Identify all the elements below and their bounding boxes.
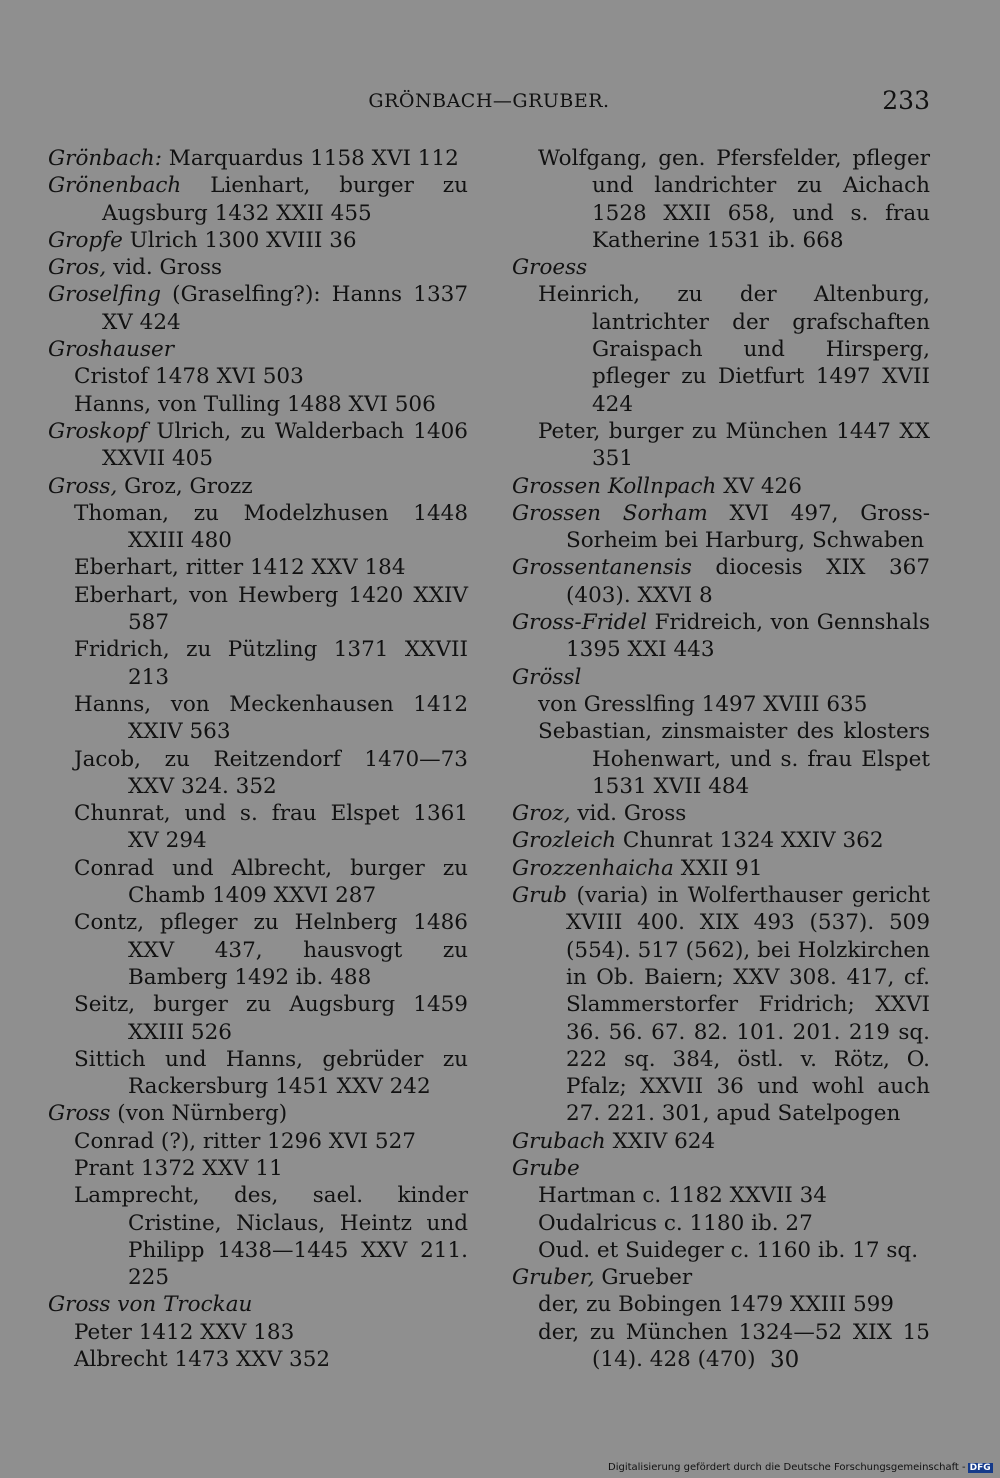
entry-keyword: Gropfe [48,227,123,253]
index-entry [48,991,468,1046]
index-entry [48,227,468,254]
index-entry [48,363,468,390]
entry-keyword: Groselfing [48,282,161,308]
index-entry [48,281,468,336]
entry-text: XV 426 [716,473,802,499]
entry-keyword: Grossentanensis [512,555,692,581]
index-entry [512,554,930,609]
index-entry [512,1319,930,1374]
index-entry [512,1237,930,1264]
index-entry [48,1291,468,1318]
index-entry [512,1264,930,1291]
index-entry [512,1210,930,1237]
entry-text: Sebastian, zinsmaister des klosters Hohenwart, und s. frau Elspet 1531 XVII 484 [538,719,930,799]
entry-keyword: Gros, [48,255,107,281]
index-entry [48,172,468,227]
index-entry [48,336,468,363]
entry-text: Oud. et Suideger c. 1160 ib. 17 sq. [538,1237,919,1263]
index-entry [48,554,468,581]
entry-text: (varia) in Wolferthauser gericht XVIII 400. XIX 493 (537). 509 (554). 517 (562), bei Holzkirchen in Ob. Baiern; XXV 308. 417, cf. Slammerstorfer Fridrich; XXVI 36. 56. 67. 82. 101. 201. 219 sq. 222 sq. 384, östl. v. Rötz, O. Pfalz; XXVII 36 und wohl auch 27. 221. 301, apud Satelpogen [566,883,930,1127]
entry-text: Groz, Grozz [117,473,253,499]
entry-text: Hartman c. 1182 XXVII 34 [538,1183,827,1209]
entry-text: von Gresslfing 1497 XVIII 635 [538,691,868,717]
entry-text: Peter 1412 XXV 183 [74,1319,295,1345]
index-entry [48,1046,468,1101]
entry-text: Marquardus 1158 XVI 112 [161,146,459,171]
entry-text: XXIV 624 [605,1128,716,1154]
index-entry [48,1346,468,1373]
index-entry [48,254,468,281]
running-head: GRÖNBACH—GRUBER. [368,90,610,112]
entry-keyword: Grube [512,1155,580,1181]
index-entry [48,145,468,172]
entry-text: Jacob, zu Reitzendorf 1470—73 XXV 324. 352 [74,746,468,799]
entry-keyword: Groshauser [48,337,174,363]
entry-keyword: Gross-Fridel [512,610,648,636]
index-entry [512,1128,930,1155]
entry-text: der, zu Bobingen 1479 XXIII 599 [538,1292,894,1318]
index-entry [48,746,468,801]
entry-keyword: Grossen Sorham [512,500,708,526]
entry-keyword: Grozzenhaicha [512,855,674,881]
index-entry [48,500,468,555]
index-entry [512,1291,930,1318]
index-entry [512,500,930,555]
page-header [48,86,930,120]
entry-text: Heinrich, zu der Altenburg, lantrichter der grafschaften Graispach und Hirsperg, pfleger zu Dietfurt 1497 XVII 424 [538,282,930,417]
entry-text: XVI 497, Gross-Sorheim bei Harburg, Schwaben [566,500,930,554]
index-entry [48,691,468,746]
index-entry [512,281,930,417]
index-entry [512,145,930,254]
index-entry [512,609,930,664]
entry-text: Conrad (?), ritter 1296 XVI 527 [74,1128,416,1154]
right-column [512,145,930,1373]
index-entry [48,909,468,991]
index-entry [512,1155,930,1182]
index-entry [48,636,468,691]
entry-text: diocesis XIX 367 (403). XXVI 8 [566,555,930,608]
index-entry [48,391,468,418]
index-entry [48,1319,468,1346]
entry-keyword: Groz, [512,801,571,827]
entry-text: Wolfgang, gen. Pfersfelder, pfleger und landrichter zu Aichach 1528 XXII 658, und s. frau Katherine 1531 ib. 668 [538,146,930,253]
index-entry [48,1100,468,1127]
entry-text: Lienhart, burger zu Augsburg 1432 XXII 455 [102,173,468,226]
index-entry [512,664,930,691]
index-entry [512,827,930,854]
index-entry [48,473,468,500]
entry-text: Eberhart, von Hewberg 1420 XXIV 587 [74,582,468,636]
index-entry [48,582,468,637]
index-entry [512,691,930,718]
entry-text: Hanns, von Meckenhausen 1412 XXIV 563 [74,691,468,745]
entry-keyword: Gross von Trockau [48,1292,253,1318]
entry-text: Oudalricus c. 1180 ib. 27 [538,1210,813,1236]
entry-text: Hanns, von Tulling 1488 XVI 506 [74,391,436,417]
entry-keyword: Grönenbach [48,173,182,199]
entry-text: Chunrat 1324 XXIV 362 [616,828,884,854]
entry-text: Eberhart, ritter 1412 XXV 184 [74,555,406,581]
signature-mark: 30 [770,1347,800,1373]
entry-text: der, zu München 1324—52 XIX 15 (14). 428 (470) [538,1319,930,1373]
entry-text: Lamprecht, des, sael. kinder Cristine, Niclaus, Heintz und Philipp 1438—1445 XXV 211. 225 [74,1183,468,1291]
index-entry [48,418,468,473]
entry-text: XXII 91 [673,855,763,881]
entry-keyword: Groess [512,255,588,281]
entry-keyword: Grössl [512,664,582,690]
entry-text: Sittich und Hanns, gebrüder zu Rackersburg 1451 XXV 242 [74,1046,468,1100]
index-entry [48,1182,468,1291]
entry-keyword: Grönbach: [48,146,162,171]
entry-text: (Graselfing?): Hanns 1337 XV 424 [102,282,468,335]
entry-keyword: Grub [512,883,568,909]
index-entry [512,882,930,1128]
entry-text: Conrad und Albrecht, burger zu Chamb 1409 XXVI 287 [74,855,468,909]
entry-keyword: Gruber, [512,1265,595,1291]
index-entry [512,855,930,882]
index-entry [512,418,930,473]
index-entry [48,1128,468,1155]
entry-text: vid. Gross [570,801,687,827]
entry-text: Ulrich 1300 XVIII 36 [122,227,357,253]
index-entry [512,254,930,281]
entry-keyword: Grubach [512,1128,606,1154]
index-entry [512,800,930,827]
index-entry [512,1182,930,1209]
entry-keyword: Grossen Kollnpach [512,473,717,499]
index-entry [512,473,930,500]
entry-text: Fridrich, zu Pützling 1371 XXVII 213 [74,637,468,690]
entry-text: Ulrich, zu Walderbach 1406 XXVII 405 [102,418,468,472]
index-entry [512,718,930,800]
entry-text: Grueber [594,1265,693,1291]
entry-text: vid. Gross [106,255,223,281]
entry-text: Thoman, zu Modelzhusen 1448 XXIII 480 [74,500,468,554]
entry-keyword: Gross [48,1101,111,1127]
entry-text: Seitz, burger zu Augsburg 1459 XXIII 526 [74,992,468,1045]
dfg-logo: DFG [969,1463,991,1473]
entry-text: Peter, burger zu München 1447 XX 351 [538,418,930,472]
entry-keyword: Gross, [48,473,118,499]
left-column [48,145,468,1373]
entry-text: Contz, pfleger zu Helnberg 1486 XXV 437, hausvogt zu Bamberg 1492 ib. 488 [74,910,468,990]
entry-keyword: Groskopf [48,418,148,444]
entry-text: Cristof 1478 XVI 503 [74,364,304,390]
index-entry [48,800,468,855]
entry-text: (von Nürnberg) [110,1101,288,1127]
index-entry [48,855,468,910]
entry-text: Fridreich, von Gennshals 1395 XXI 443 [566,610,930,663]
page-number: 233 [882,86,930,115]
entry-keyword: Grozleich [512,828,617,854]
index-entry [48,1155,468,1182]
entry-text: Albrecht 1473 XXV 352 [74,1347,331,1373]
footer [608,1462,993,1473]
entry-text: Prant 1372 XXV 11 [74,1155,283,1181]
entry-text: Chunrat, und s. frau Elspet 1361 XV 294 [74,801,468,854]
footer-text: Digitalisierung gefördert durch die Deutsche Forschungsgemeinschaft - [608,1462,966,1473]
